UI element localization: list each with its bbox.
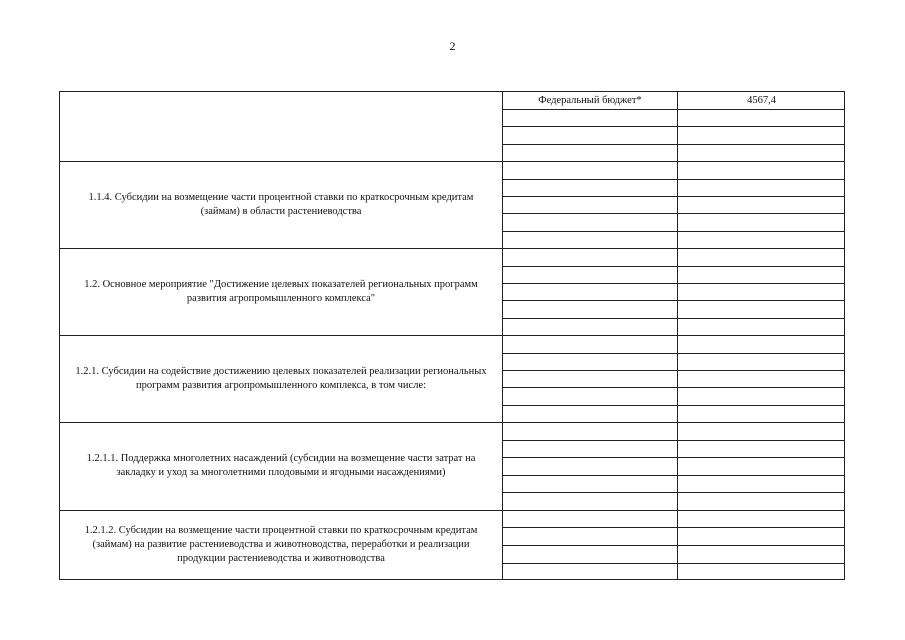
- row-line: [502, 283, 844, 284]
- row-line: [502, 353, 844, 354]
- row-line: [502, 475, 844, 476]
- row-line: [502, 405, 844, 406]
- row-line: [502, 300, 844, 301]
- header-budget-amount: 4567,4: [747, 95, 776, 106]
- row-line: [502, 527, 844, 528]
- section-cell-1-2-1-2: [60, 510, 502, 580]
- section-divider: [60, 161, 844, 162]
- page-number: 2: [449, 39, 456, 53]
- section-label: 1.2. Основное мероприятие "Достижение целевых показателей региональных программ развития агропромышленного комплекса": [84, 278, 478, 304]
- row-line: [502, 213, 844, 214]
- row-line: [502, 179, 844, 180]
- row-line: [502, 457, 844, 458]
- row-line: [502, 387, 844, 388]
- section-divider: [60, 510, 844, 511]
- header-budget-source: Федеральный бюджет*: [538, 95, 642, 106]
- row-line: [502, 144, 844, 145]
- section-label: 1.2.1. Субсидии на содействие достижению целевых показателей реализации региональных программ развития агропромышленного комплекса, в том числе:: [75, 365, 487, 391]
- section-label: 1.2.1.2. Субсидии на возмещение части процентной ставки по краткосрочным кредитам (займам) на развитие растениеводства и животноводства, переработки и реализации продукции растениеводства и животноводства: [84, 525, 478, 564]
- section-cell-1-2-1-1: [60, 422, 502, 510]
- row-line: [502, 492, 844, 493]
- section-divider: [60, 248, 844, 249]
- row-line: [502, 231, 844, 232]
- row-line: [502, 109, 844, 110]
- row-line: [502, 563, 844, 564]
- row-line: [502, 318, 844, 319]
- row-line: [502, 545, 844, 546]
- section-label: 1.1.4. Субсидии на возмещение части процентной ставки по краткосрочным кредитам (займам) в области растениеводства: [88, 191, 474, 217]
- section-divider: [60, 422, 844, 423]
- row-line: [502, 196, 844, 197]
- row-line: [502, 126, 844, 127]
- section-cell-1-2: [60, 248, 502, 335]
- section-cell-continued: [60, 92, 502, 161]
- section-cell-1-1-4: [60, 161, 502, 248]
- section-label: 1.2.1.1. Поддержка многолетних насаждений (субсидии на возмещение части затрат на закладку и уход за многолетними плодовыми и ягодными насаждениями): [86, 453, 476, 478]
- section-divider: [60, 335, 844, 336]
- section-cell-1-2-1: [60, 335, 502, 422]
- row-line: [502, 440, 844, 441]
- budget-table: [59, 91, 845, 580]
- row-line: [502, 266, 844, 267]
- row-line: [502, 370, 844, 371]
